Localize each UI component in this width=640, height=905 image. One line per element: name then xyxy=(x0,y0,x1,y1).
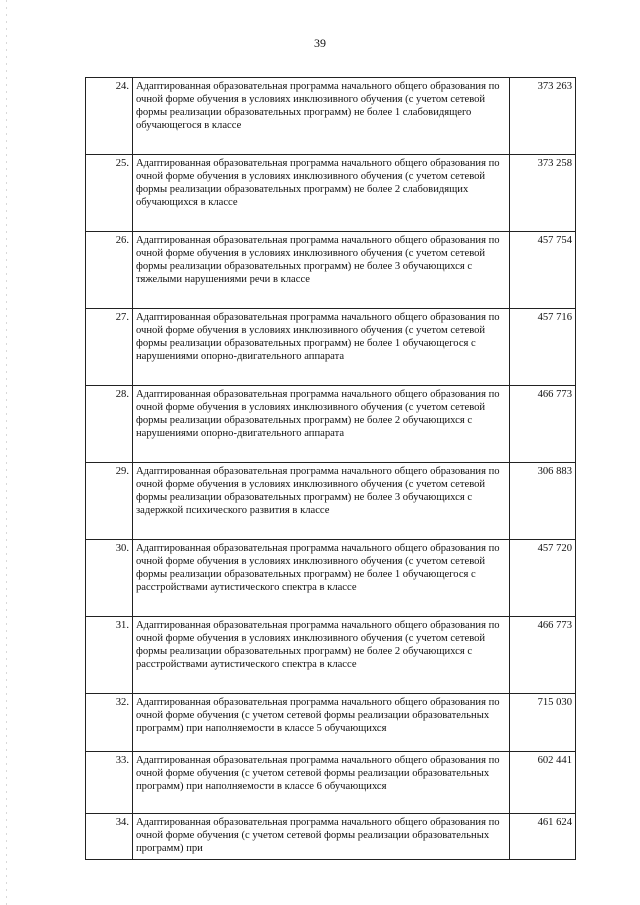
row-number: 26. xyxy=(86,232,133,309)
table-row xyxy=(86,78,576,155)
program-description: Адаптированная образовательная программа начального общего образования по очной форме обучения в условиях инклюзивного обучения (с учетом сетевой формы реализации образовательных программ) не более 3 обучающихся с тяжелыми нарушениями речи в классе xyxy=(133,232,510,309)
table-row xyxy=(86,540,576,617)
program-description: Адаптированная образовательная программа начального общего образования по очной форме обучения в условиях инклюзивного обучения (с учетом сетевой формы реализации образовательных программ) не более 1 обучающегося с расстройствами аутистического спектра в классе xyxy=(133,540,510,617)
program-description: Адаптированная образовательная программа начального общего образования по очной форме обучения в условиях инклюзивного обучения (с учетом сетевой формы реализации образовательных программ) не более 2 обучающихся с нарушениями опорно-двигательного аппарата xyxy=(133,386,510,463)
table-row xyxy=(86,814,576,860)
cost-value: 466 773 xyxy=(510,386,576,463)
row-number: 31. xyxy=(86,617,133,694)
row-number: 30. xyxy=(86,540,133,617)
row-number: 28. xyxy=(86,386,133,463)
table-row xyxy=(86,617,576,694)
scan-margin-line xyxy=(6,0,7,905)
cost-value: 466 773 xyxy=(510,617,576,694)
table-row xyxy=(86,752,576,814)
program-description: Адаптированная образовательная программа начального общего образования по очной форме обучения в условиях инклюзивного обучения (с учетом сетевой формы реализации образовательных программ) не более 2 слабовидящих обучающихся в классе xyxy=(133,155,510,232)
tariff-table xyxy=(85,77,576,860)
cost-value: 715 030 xyxy=(510,694,576,752)
row-number: 27. xyxy=(86,309,133,386)
cost-value: 373 258 xyxy=(510,155,576,232)
table-row xyxy=(86,386,576,463)
cost-value: 457 754 xyxy=(510,232,576,309)
table-row xyxy=(86,309,576,386)
program-description: Адаптированная образовательная программа начального общего образования по очной форме обучения (с учетом сетевой формы реализации образовательных программ) при наполняемости в классе 5 обучающихся xyxy=(133,694,510,752)
cost-value: 457 716 xyxy=(510,309,576,386)
program-description: Адаптированная образовательная программа начального общего образования по очной форме обучения (с учетом сетевой формы реализации образовательных программ) при xyxy=(133,814,510,860)
row-number: 32. xyxy=(86,694,133,752)
row-number: 25. xyxy=(86,155,133,232)
table-row xyxy=(86,463,576,540)
row-number: 24. xyxy=(86,78,133,155)
program-description: Адаптированная образовательная программа начального общего образования по очной форме обучения в условиях инклюзивного обучения (с учетом сетевой формы реализации образовательных программ) не более 2 обучающихся с расстройствами аутистического спектра в классе xyxy=(133,617,510,694)
program-description: Адаптированная образовательная программа начального общего образования по очной форме обучения в условиях инклюзивного обучения (с учетом сетевой формы реализации образовательных программ) не более 3 обучающихся с задержкой психического развития в классе xyxy=(133,463,510,540)
row-number: 33. xyxy=(86,752,133,814)
program-description: Адаптированная образовательная программа начального общего образования по очной форме обучения (с учетом сетевой формы реализации образовательных программ) при наполняемости в классе 6 обучающихся xyxy=(133,752,510,814)
cost-value: 457 720 xyxy=(510,540,576,617)
table-row xyxy=(86,694,576,752)
cost-value: 373 263 xyxy=(510,78,576,155)
row-number: 29. xyxy=(86,463,133,540)
table-row xyxy=(86,155,576,232)
program-description: Адаптированная образовательная программа начального общего образования по очной форме обучения в условиях инклюзивного обучения (с учетом сетевой формы реализации образовательных программ) не более 1 обучающегося с нарушениями опорно-двигательного аппарата xyxy=(133,309,510,386)
cost-value: 306 883 xyxy=(510,463,576,540)
row-number: 34. xyxy=(86,814,133,860)
cost-value: 602 441 xyxy=(510,752,576,814)
cost-value: 461 624 xyxy=(510,814,576,860)
page-number: 39 xyxy=(314,36,326,50)
program-description: Адаптированная образовательная программа начального общего образования по очной форме обучения в условиях инклюзивного обучения (с учетом сетевой формы реализации образовательных программ) не более 1 слабовидящего обучающегося в классе xyxy=(133,78,510,155)
table-row xyxy=(86,232,576,309)
